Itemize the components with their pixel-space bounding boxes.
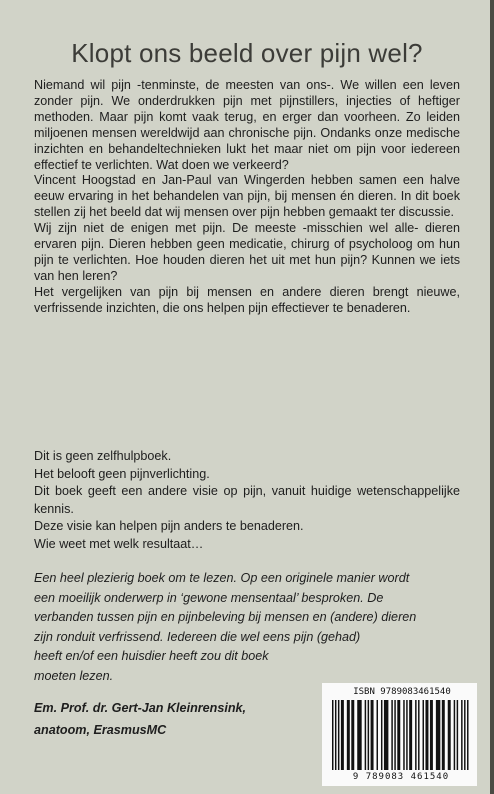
barcode-bar — [357, 700, 361, 770]
barcode-bar — [464, 700, 465, 770]
back-cover-title: Klopt ons beeld over pijn wel? — [71, 38, 423, 68]
barcode-bar — [351, 700, 354, 770]
isbn-label: ISBN 9789083461540 — [353, 687, 451, 697]
claim-line: Deze visie kan helpen pijn anders te benaderen. — [34, 519, 304, 534]
review-quote — [34, 569, 460, 687]
blurb-paragraph: Het vergelijken van pijn bij mensen en andere dieren brengt nieuwe, verfrissende inzichten, die ons helpen pijn effectiever te benaderen. — [34, 284, 460, 315]
review-quote-line: verbanden tussen pijn en pijnbeleving bij mensen en (andere) dieren — [34, 610, 417, 625]
review-affiliation: anatoom, ErasmusMC — [34, 723, 167, 737]
barcode-bar — [384, 700, 388, 770]
barcode-bar — [406, 700, 407, 770]
barcode-bar — [371, 700, 374, 770]
review-author: Em. Prof. dr. Gert-Jan Kleinrensink, — [34, 701, 247, 715]
claims-list — [34, 448, 460, 554]
review-quote-line: een moeilijk onderwerp in ‘gewone mensentaal’ besproken. De — [34, 590, 384, 605]
review-quote-line: moeten lezen. — [34, 668, 114, 683]
barcode-bar — [397, 700, 400, 770]
barcode-bar — [403, 700, 404, 770]
barcode-bar — [338, 700, 339, 770]
barcode-bar — [332, 700, 333, 770]
blurb-text — [34, 78, 460, 317]
barcode-bar — [391, 700, 392, 770]
claim-line: Het belooft geen pijnverlichting. — [34, 466, 210, 481]
blurb-paragraph: Niemand wil pijn -tenminste, de meesten van ons-. We willen een leven zonder pijn. We onderdrukken pijn met pijnstillers, injecties of heftiger methoden. Maar pijn komt vaak terug, en erger dan voorheen. Zo leiden miljoenen mensen wereldwijd aan chronische pijn. Ondanks onze medische inzichten en behandeltechnieken lukt het maar niet om pijn voor iedereen effectief te verlichten. Wat doen we verkeerd? — [34, 78, 460, 172]
barcode-bar — [457, 700, 458, 770]
barcode-graphic — [330, 700, 472, 772]
blurb-paragraph: Vincent Hoogstad en Jan-Paul van Wingerden hebben samen een halve eeuw ervaring in het behandelen van pijn, bij mensen én dieren. In dit boek stellen zij het beeld dat wij mensen over pijn hebben gemaakt ter discussie. — [34, 173, 460, 220]
barcode-bar — [415, 700, 416, 770]
review-quote-line: Een heel plezierig boek om te lezen. Op een originele manier wordt — [34, 571, 410, 585]
barcode-bar — [365, 700, 366, 770]
barcode-bar — [436, 700, 440, 770]
barcode-bar — [394, 700, 395, 770]
barcode-bar — [409, 700, 412, 770]
review-quote-line: zijn ronduit verfrissend. Iedereen die wel eens pijn (gehad) — [34, 629, 361, 644]
claim-line: Dit is geen zelfhulpboek. — [34, 449, 172, 463]
barcode-bar — [425, 700, 428, 770]
barcode-bar — [467, 700, 468, 770]
barcode-bar — [418, 700, 419, 770]
blurb-paragraph: Wij zijn niet de enigen met pijn. De meeste -misschien wel alle- dieren ervaren pijn. Dieren hebben geen medicatie, chirurg of psycholoog om hun pijn te verlichten. Hoe houden dieren het uit met hun pijn? Kunnen we iets van hen leren? — [34, 221, 460, 283]
barcode-digits: 9 789083 461540 — [352, 772, 450, 782]
barcode-bar — [461, 700, 462, 770]
review-quote-line: heeft en/of een huisdier heeft zou dit boek — [34, 649, 269, 664]
barcode-bar — [368, 700, 369, 770]
barcode-bar — [430, 700, 433, 770]
barcode-bar — [442, 700, 445, 770]
barcode-bar — [454, 700, 455, 770]
barcode-bar — [335, 700, 336, 770]
cover-spine-edge — [490, 0, 494, 794]
claim-line: Wie weet met welk resultaat… — [34, 536, 204, 551]
barcode-bar — [347, 700, 350, 770]
review-signature — [34, 697, 246, 741]
barcode-bar — [381, 700, 382, 770]
barcode-bar — [341, 700, 344, 770]
barcode-bar — [448, 700, 451, 770]
barcode-bar — [423, 700, 424, 770]
barcode-bar — [377, 700, 378, 770]
claim-line: Dit boek geeft een andere visie op pijn, vanuit huidige wetenschappelijke kennis. — [34, 484, 460, 516]
